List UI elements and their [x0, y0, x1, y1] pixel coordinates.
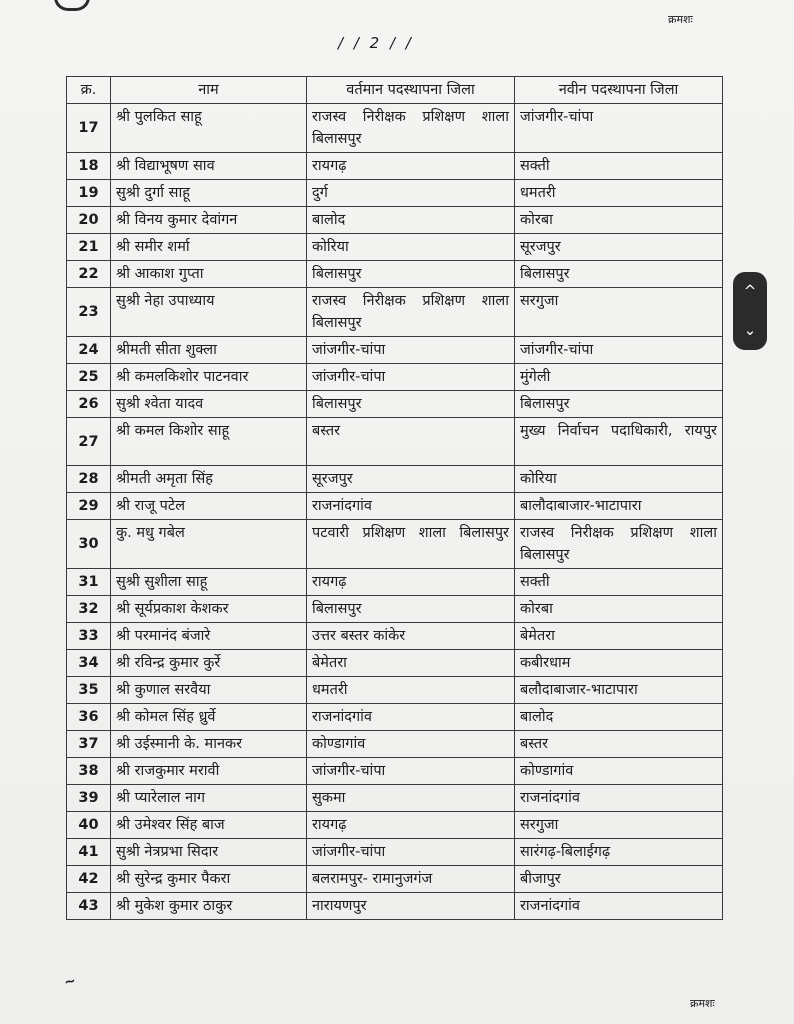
name-cell: श्री सुरेन्द्र कुमार पैकरा — [111, 866, 307, 893]
name-cell: सुश्री दुर्गा साहू — [111, 180, 307, 207]
table-row — [67, 391, 723, 418]
name-cell: श्री विनय कुमार देवांगन — [111, 207, 307, 234]
table-row — [67, 812, 723, 839]
name-cell: श्री आकाश गुप्ता — [111, 261, 307, 288]
new-district-cell: सरगुजा — [515, 812, 723, 839]
serial-cell: 19 — [67, 180, 111, 207]
current-district-cell: रायगढ़ — [307, 153, 515, 180]
new-district-cell: सक्ती — [515, 153, 723, 180]
new-district-cell: सूरजपुर — [515, 234, 723, 261]
continued-label-top: क्रमशः — [668, 13, 693, 26]
table-row — [67, 234, 723, 261]
table-row — [67, 623, 723, 650]
name-cell: सुश्री नेहा उपाध्याय — [111, 288, 307, 337]
name-cell: सुश्री नेत्रप्रभा सिदार — [111, 839, 307, 866]
new-district-cell: राजनांदगांव — [515, 893, 723, 920]
current-district-cell: जांजगीर-चांपा — [307, 364, 515, 391]
table-header-row — [67, 77, 723, 104]
new-district-cell: बलौदाबाजार-भाटापारा — [515, 677, 723, 704]
new-district-cell: बालोद — [515, 704, 723, 731]
initials-mark: ~ — [62, 972, 78, 991]
current-district-cell: जांजगीर-चांपा — [307, 337, 515, 364]
serial-cell: 25 — [67, 364, 111, 391]
current-district-cell: बालोद — [307, 207, 515, 234]
serial-cell: 34 — [67, 650, 111, 677]
current-district-cell: सूरजपुर — [307, 466, 515, 493]
current-district-cell: उत्तर बस्तर कांकेर — [307, 623, 515, 650]
name-cell: श्री विद्याभूषण साव — [111, 153, 307, 180]
new-district-cell: सरगुजा — [515, 288, 723, 337]
serial-cell: 27 — [67, 418, 111, 466]
name-cell: श्री कमलकिशोर पाटनवार — [111, 364, 307, 391]
table-body — [67, 104, 723, 920]
current-district-cell: नारायणपुर — [307, 893, 515, 920]
current-district-cell: जांजगीर-चांपा — [307, 839, 515, 866]
name-cell: श्री रविन्द्र कुमार कुर्रे — [111, 650, 307, 677]
serial-cell: 24 — [67, 337, 111, 364]
serial-cell: 26 — [67, 391, 111, 418]
table-row — [67, 337, 723, 364]
name-cell: श्रीमती अमृता सिंह — [111, 466, 307, 493]
table-row — [67, 596, 723, 623]
serial-cell: 17 — [67, 104, 111, 153]
name-cell: सुश्री सुशीला साहू — [111, 569, 307, 596]
new-district-cell: मुख्य निर्वाचन पदाधिकारी, रायपुर — [515, 418, 723, 466]
new-district-cell: जांजगीर-चांपा — [515, 337, 723, 364]
current-district-cell: कोरिया — [307, 234, 515, 261]
current-district-cell: रायगढ़ — [307, 569, 515, 596]
current-district-cell: धमतरी — [307, 677, 515, 704]
name-cell: श्री कुणाल सरवैया — [111, 677, 307, 704]
current-district-cell: राजस्व निरीक्षक प्रशिक्षण शाला बिलासपुर — [307, 104, 515, 153]
table-row — [67, 104, 723, 153]
name-cell: श्री प्यारेलाल नाग — [111, 785, 307, 812]
table-row — [67, 466, 723, 493]
serial-cell: 32 — [67, 596, 111, 623]
new-district-cell: बालौदाबाजार-भाटापारा — [515, 493, 723, 520]
col-header-name: नाम — [111, 77, 307, 104]
name-cell: कु. मधु गबेल — [111, 520, 307, 569]
table-row — [67, 180, 723, 207]
name-cell: श्री सूर्यप्रकाश केशकर — [111, 596, 307, 623]
current-district-cell: सुकमा — [307, 785, 515, 812]
serial-cell: 22 — [67, 261, 111, 288]
serial-cell: 30 — [67, 520, 111, 569]
serial-cell: 18 — [67, 153, 111, 180]
new-district-cell: धमतरी — [515, 180, 723, 207]
col-header-new-district: नवीन पदस्थापना जिला — [515, 77, 723, 104]
serial-cell: 31 — [67, 569, 111, 596]
serial-cell: 33 — [67, 623, 111, 650]
new-district-cell: कोरिया — [515, 466, 723, 493]
col-header-serial: क्र. — [67, 77, 111, 104]
name-cell: सुश्री श्वेता यादव — [111, 391, 307, 418]
serial-cell: 36 — [67, 704, 111, 731]
new-district-cell: सक्ती — [515, 569, 723, 596]
table-row — [67, 153, 723, 180]
table-row — [67, 364, 723, 391]
current-district-cell: राजनांदगांव — [307, 493, 515, 520]
new-district-cell: बिलासपुर — [515, 261, 723, 288]
new-district-cell: कबीरधाम — [515, 650, 723, 677]
table-row — [67, 520, 723, 569]
new-district-cell: राजस्व निरीक्षक प्रशिक्षण शाला बिलासपुर — [515, 520, 723, 569]
current-district-cell: रायगढ़ — [307, 812, 515, 839]
table-row — [67, 893, 723, 920]
serial-cell: 38 — [67, 758, 111, 785]
current-district-cell: बलरामपुर- रामानुजगंज — [307, 866, 515, 893]
table-row — [67, 650, 723, 677]
new-district-cell: कोण्डागांव — [515, 758, 723, 785]
page-scroll-control — [733, 272, 767, 350]
current-district-cell: राजस्व निरीक्षक प्रशिक्षण शाला बिलासपुर — [307, 288, 515, 337]
current-district-cell: राजनांदगांव — [307, 704, 515, 731]
table-row — [67, 704, 723, 731]
new-district-cell: मुंगेली — [515, 364, 723, 391]
table-row — [67, 866, 723, 893]
serial-cell: 21 — [67, 234, 111, 261]
table-row — [67, 569, 723, 596]
name-cell: श्री राजकुमार मरावी — [111, 758, 307, 785]
new-district-cell: जांजगीर-चांपा — [515, 104, 723, 153]
serial-cell: 20 — [67, 207, 111, 234]
serial-cell: 35 — [67, 677, 111, 704]
name-cell: श्री कोमल सिंह ध्रुर्वे — [111, 704, 307, 731]
new-district-cell: राजनांदगांव — [515, 785, 723, 812]
name-cell: श्री कमल किशोर साहू — [111, 418, 307, 466]
name-cell: श्री उईस्मानी के. मानकर — [111, 731, 307, 758]
serial-cell: 28 — [67, 466, 111, 493]
current-district-cell: बस्तर — [307, 418, 515, 466]
name-cell: श्री पुलकित साहू — [111, 104, 307, 153]
table-row — [67, 288, 723, 337]
name-cell: श्री परमानंद बंजारे — [111, 623, 307, 650]
current-district-cell: बिलासपुर — [307, 391, 515, 418]
table-row — [67, 731, 723, 758]
chevron-up-icon[interactable]: ^ — [743, 282, 757, 300]
current-district-cell: बिलासपुर — [307, 261, 515, 288]
continued-label-bottom: क्रमशः — [690, 997, 715, 1010]
table-row — [67, 493, 723, 520]
table-row — [67, 261, 723, 288]
new-district-cell: कोरबा — [515, 207, 723, 234]
chevron-down-icon[interactable]: ⌄ — [743, 321, 757, 339]
current-district-cell: कोण्डागांव — [307, 731, 515, 758]
table-row — [67, 785, 723, 812]
name-cell: श्री उमेश्वर सिंह बाज — [111, 812, 307, 839]
ink-mark — [54, 0, 90, 11]
table-row — [67, 839, 723, 866]
new-district-cell: बेमेतरा — [515, 623, 723, 650]
new-district-cell: सारंगढ़-बिलाईगढ़ — [515, 839, 723, 866]
new-district-cell: बिलासपुर — [515, 391, 723, 418]
table-row — [67, 677, 723, 704]
name-cell: श्री मुकेश कुमार ठाकुर — [111, 893, 307, 920]
col-header-current-district: वर्तमान पदस्थापना जिला — [307, 77, 515, 104]
serial-cell: 29 — [67, 493, 111, 520]
new-district-cell: बीजापुर — [515, 866, 723, 893]
serial-cell: 42 — [67, 866, 111, 893]
current-district-cell: जांजगीर-चांपा — [307, 758, 515, 785]
serial-cell: 41 — [67, 839, 111, 866]
page-number: / / 2 / / — [338, 34, 414, 52]
new-district-cell: कोरबा — [515, 596, 723, 623]
name-cell: श्री राजू पटेल — [111, 493, 307, 520]
table-row — [67, 418, 723, 466]
serial-cell: 37 — [67, 731, 111, 758]
serial-cell: 23 — [67, 288, 111, 337]
current-district-cell: दुर्ग — [307, 180, 515, 207]
transfer-table — [66, 76, 723, 920]
serial-cell: 39 — [67, 785, 111, 812]
name-cell: श्री समीर शर्मा — [111, 234, 307, 261]
new-district-cell: बस्तर — [515, 731, 723, 758]
current-district-cell: बेमेतरा — [307, 650, 515, 677]
table-row — [67, 207, 723, 234]
current-district-cell: बिलासपुर — [307, 596, 515, 623]
table-row — [67, 758, 723, 785]
serial-cell: 43 — [67, 893, 111, 920]
name-cell: श्रीमती सीता शुक्ला — [111, 337, 307, 364]
current-district-cell: पटवारी प्रशिक्षण शाला बिलासपुर — [307, 520, 515, 569]
serial-cell: 40 — [67, 812, 111, 839]
